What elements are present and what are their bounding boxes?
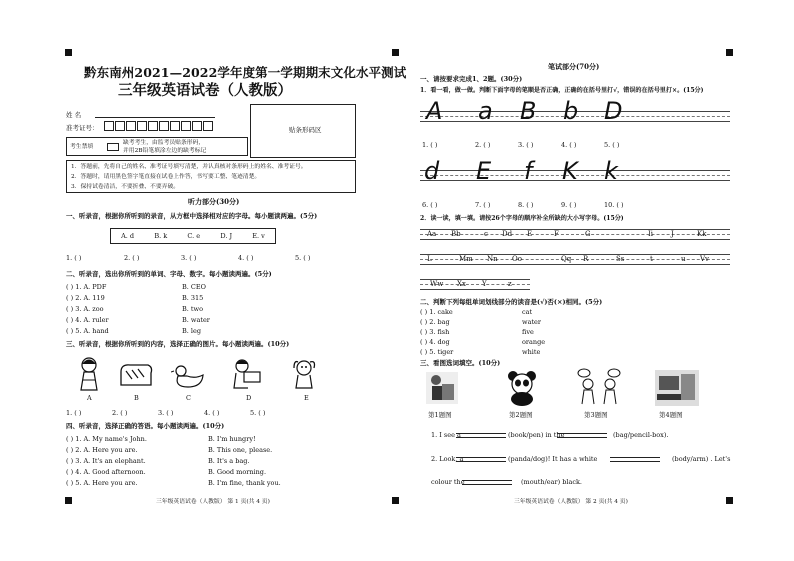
id-number-cells[interactable] <box>104 121 214 131</box>
alphabet-letter[interactable]: c <box>484 230 488 238</box>
name-label: 姓 名 <box>66 111 82 119</box>
phonics-compare: water <box>522 318 542 326</box>
letter-card: B <box>520 97 537 125</box>
fill-blank[interactable] <box>456 457 506 462</box>
q2-option-b: B. leg <box>182 327 201 335</box>
alphabet-letter: Ii <box>648 230 654 238</box>
part-1-question-2: 2．读一读，填一填。请按26个字母的顺序补全所缺的大小写字母。(15分) <box>420 215 624 222</box>
exam-title: 黔东南州2021—2022学年度第一学期期末文化水平测试 <box>84 65 407 80</box>
part-1-heading: 一、请按要求完成1、2题。(30分) <box>420 75 523 83</box>
listening-header: 听力部分(30分) <box>188 197 240 206</box>
choice-c: C. e <box>187 232 201 240</box>
sentence-2-middle: (panda/dog)! It has a white <box>508 455 598 463</box>
registration-mark <box>392 497 399 504</box>
letter-choices-box <box>110 228 276 244</box>
written-header: 笔试部分(70分) <box>548 62 600 71</box>
phonics-compare: cat <box>522 308 533 316</box>
judge-blank[interactable]: 7. ( ) <box>475 201 491 209</box>
alphabet-letter: Kk <box>697 230 707 238</box>
name-field[interactable] <box>95 117 215 118</box>
sentence-1-middle: (book/pen) in the <box>508 431 565 439</box>
q2-option-a[interactable]: ( ) 1. A. PDF <box>66 283 107 291</box>
letter-card: K <box>562 157 578 185</box>
picture-caption: 第3题图 <box>584 411 608 419</box>
phonics-item[interactable]: ( ) 4. dog <box>420 338 450 346</box>
judge-blank[interactable]: 8. ( ) <box>518 201 534 209</box>
notice-2: 2．答题时，请用黑色签字笔直接在试卷上作答，书写要工整、笔迹清楚。 <box>71 174 261 180</box>
alphabet-letter[interactable]: Y <box>482 280 487 288</box>
q4-option-a[interactable]: ( ) 2. A. Here you are. <box>66 446 138 454</box>
q4-option-b: B. It's a bag. <box>208 457 250 465</box>
q4-option-b: B. This one, please. <box>208 446 273 454</box>
part-1-question-1: 1．看一看，做一做。判断下面字母的笔顺是否正确，正确的在括号里打√，错误的在括号里打×。(15分) <box>420 87 704 94</box>
sentence-3-start: colour the <box>431 478 465 486</box>
exam-subtitle: 三年级英语试卷（人教版） <box>118 82 292 99</box>
q2-option-b: B. water <box>182 316 210 324</box>
alphabet-letter: Aa <box>427 230 437 238</box>
alphabet-letter[interactable]: z <box>508 280 512 288</box>
notice-box <box>66 160 356 193</box>
phonics-item[interactable]: ( ) 3. fish <box>420 328 450 336</box>
phonics-compare: orange <box>522 338 546 346</box>
part-2-heading: 二、判断下列每组单词划线部分的读音是(√)否(×)相同。(5分) <box>420 298 603 306</box>
registration-mark <box>726 497 733 504</box>
answer-blank[interactable]: 3. ( ) <box>158 409 174 417</box>
letter-card: a <box>478 97 493 125</box>
fill-blank[interactable] <box>610 457 660 462</box>
alphabet-letter: Vv <box>700 255 710 263</box>
answer-blank[interactable]: 1. ( ) <box>66 409 82 417</box>
fill-blank[interactable] <box>557 433 607 438</box>
letter-card: D <box>604 97 623 125</box>
alphabet-letter[interactable]: t <box>650 255 653 263</box>
q2-option-b: B. two <box>182 305 203 313</box>
absent-label: 考生禁填 <box>70 144 94 150</box>
child-with-book-picture <box>424 370 460 406</box>
alphabet-letter[interactable]: R <box>583 255 589 263</box>
registration-mark <box>65 49 72 56</box>
answer-blank[interactable]: 1. ( ) <box>66 254 82 262</box>
bread-picture <box>118 362 154 388</box>
answer-blank[interactable]: 5. ( ) <box>295 254 311 262</box>
absent-note-1: 缺考考生，由监考员贴条形码， <box>123 140 205 146</box>
registration-mark <box>392 49 399 56</box>
phonics-item[interactable]: ( ) 1. cake <box>420 308 453 316</box>
sentence-1-end: (bag/pencil-box). <box>613 431 669 439</box>
picture-label: A <box>87 394 92 402</box>
alphabet-letter[interactable]: F <box>554 230 559 238</box>
judge-blank[interactable]: 6. ( ) <box>422 201 438 209</box>
absent-box <box>66 137 248 156</box>
page-footer-left: 三年级英语试卷（人教版） 第 1 页(共 4 页) <box>156 499 270 505</box>
phonics-compare: five <box>522 328 534 336</box>
duck-picture <box>171 363 205 389</box>
answer-blank[interactable]: 2. ( ) <box>124 254 140 262</box>
question-1: 一、听录音，根据你所听到的录音，从方框中选择相对应的字母。每小题读两遍。(5分) <box>66 212 318 220</box>
picture-label: C <box>186 394 191 402</box>
judge-blank[interactable]: 1. ( ) <box>422 141 438 149</box>
barcode-area <box>250 104 356 158</box>
answer-blank[interactable]: 2. ( ) <box>112 409 128 417</box>
fill-blank[interactable] <box>456 433 506 438</box>
alphabet-letter: Ss <box>616 255 625 263</box>
barcode-label: 贴条形码区 <box>289 126 322 134</box>
sentence-1-start: 1. I see a <box>431 431 461 439</box>
answer-blank[interactable]: 4. ( ) <box>238 254 254 262</box>
answer-blank[interactable]: 4. ( ) <box>204 409 220 417</box>
part-3-heading: 三、看图选词填空。(10分) <box>420 359 501 367</box>
sentence-2-end: (body/arm) . Let's <box>672 455 731 463</box>
choice-d: D. J <box>220 232 233 240</box>
judge-blank[interactable]: 9. ( ) <box>561 201 577 209</box>
picture-label: D <box>246 394 252 402</box>
q2-option-a[interactable]: ( ) 3. A. zoo <box>66 305 104 313</box>
notice-1: 1．答题前，先将自己的姓名、准考证号填写清楚，并认真核对条形码上的姓名、准考证号。 <box>71 164 307 170</box>
letter-card: k <box>604 157 618 185</box>
alphabet-letter: Qq <box>561 255 572 263</box>
question-3: 三、听录音，根据你所听到的内容，选择正确的图片。每小题读两遍。(10分) <box>66 340 290 348</box>
letter-card: f <box>524 157 533 185</box>
absent-note-2: 并用2B铅笔填涂左边的缺考标记 <box>123 148 207 154</box>
alphabet-letter[interactable]: J <box>671 230 674 238</box>
choice-b: B. k <box>154 232 168 240</box>
page-footer-right: 三年级英语试卷（人教版） 第 2 页(共 4 页) <box>514 499 628 505</box>
absent-mark-checkbox[interactable] <box>107 143 119 151</box>
alphabet-letter: Oo <box>512 255 522 263</box>
q2-option-b: B. 315 <box>182 294 204 302</box>
girl-picture <box>76 356 102 392</box>
computer-room-picture <box>655 370 699 406</box>
dog-picture <box>290 358 320 390</box>
q2-option-b: B. CEO <box>182 283 206 291</box>
q4-option-a[interactable]: ( ) 1. A. My name's John. <box>66 435 147 443</box>
question-2: 二、听录音，选出你所听到的单词、字母、数字。每小题读两遍。(5分) <box>66 270 272 278</box>
judge-blank[interactable]: 5. ( ) <box>604 141 620 149</box>
q4-option-b: B. I'm hungry! <box>208 435 256 443</box>
alphabet-letter[interactable]: E <box>527 230 533 238</box>
q4-option-a[interactable]: ( ) 3. A. It's an elephant. <box>66 457 146 465</box>
judge-blank[interactable]: 3. ( ) <box>518 141 534 149</box>
q4-option-b: B. I'm fine, thank you. <box>208 479 281 487</box>
choice-e: E. v <box>252 232 265 240</box>
registration-mark <box>65 497 72 504</box>
notice-3: 3．保持试卷清洁，不要折叠、不要弄破。 <box>71 184 180 190</box>
alphabet-letter: Nn <box>487 255 498 263</box>
answer-blank[interactable]: 5. ( ) <box>250 409 266 417</box>
alphabet-letter[interactable]: L <box>427 255 432 263</box>
q4-option-b: B. Good morning. <box>208 468 267 476</box>
letter-card: E <box>476 157 492 185</box>
picture-label: B <box>134 394 139 402</box>
alphabet-letter[interactable]: G <box>585 230 591 238</box>
judge-blank[interactable]: 4. ( ) <box>561 141 577 149</box>
picture-caption: 第2题图 <box>509 411 533 419</box>
letter-card: d <box>424 157 440 185</box>
alphabet-guide-lines <box>420 229 730 240</box>
q2-option-a[interactable]: ( ) 4. A. ruler <box>66 316 109 324</box>
phonics-compare: white <box>522 348 541 356</box>
question-4: 四、听录音，选择正确的答语。每小题读两遍。(10分) <box>66 422 225 430</box>
alphabet-letter: Xx <box>457 280 466 288</box>
choice-a: A. d <box>121 232 135 240</box>
picture-caption: 第1题图 <box>428 411 452 419</box>
q4-option-a[interactable]: ( ) 5. A. Here you are. <box>66 479 138 487</box>
q2-option-a[interactable]: ( ) 2. A. 119 <box>66 294 105 302</box>
alphabet-letter[interactable]: u <box>681 255 686 263</box>
alphabet-letter: Dd <box>502 230 513 238</box>
id-label: 准考证号： <box>66 124 99 132</box>
alphabet-letter: Bb <box>451 230 461 238</box>
alphabet-letter: Ww <box>430 280 444 288</box>
fill-blank[interactable] <box>462 480 512 485</box>
letter-card: A <box>426 97 443 125</box>
judge-blank[interactable]: 2. ( ) <box>475 141 491 149</box>
alphabet-letter: Mm <box>459 255 473 263</box>
phonics-item[interactable]: ( ) 5. tiger <box>420 348 454 356</box>
greeting-people-picture <box>576 368 622 406</box>
answer-blank[interactable]: 3. ( ) <box>181 254 197 262</box>
kid-reading-picture <box>230 358 264 390</box>
phonics-item[interactable]: ( ) 2. bag <box>420 318 450 326</box>
judge-blank[interactable]: 10. ( ) <box>604 201 624 209</box>
picture-caption: 第4题图 <box>659 411 683 419</box>
sentence-2-start: 2. Look, a <box>431 455 464 463</box>
sentence-3-end: (mouth/ear) black. <box>521 478 582 486</box>
q4-option-a[interactable]: ( ) 4. A. Good afternoon. <box>66 468 146 476</box>
picture-label: E <box>304 394 309 402</box>
registration-mark <box>726 49 733 56</box>
q2-option-a[interactable]: ( ) 5. A. hand <box>66 327 109 335</box>
panda-picture <box>505 370 539 406</box>
letter-card: b <box>563 97 579 125</box>
